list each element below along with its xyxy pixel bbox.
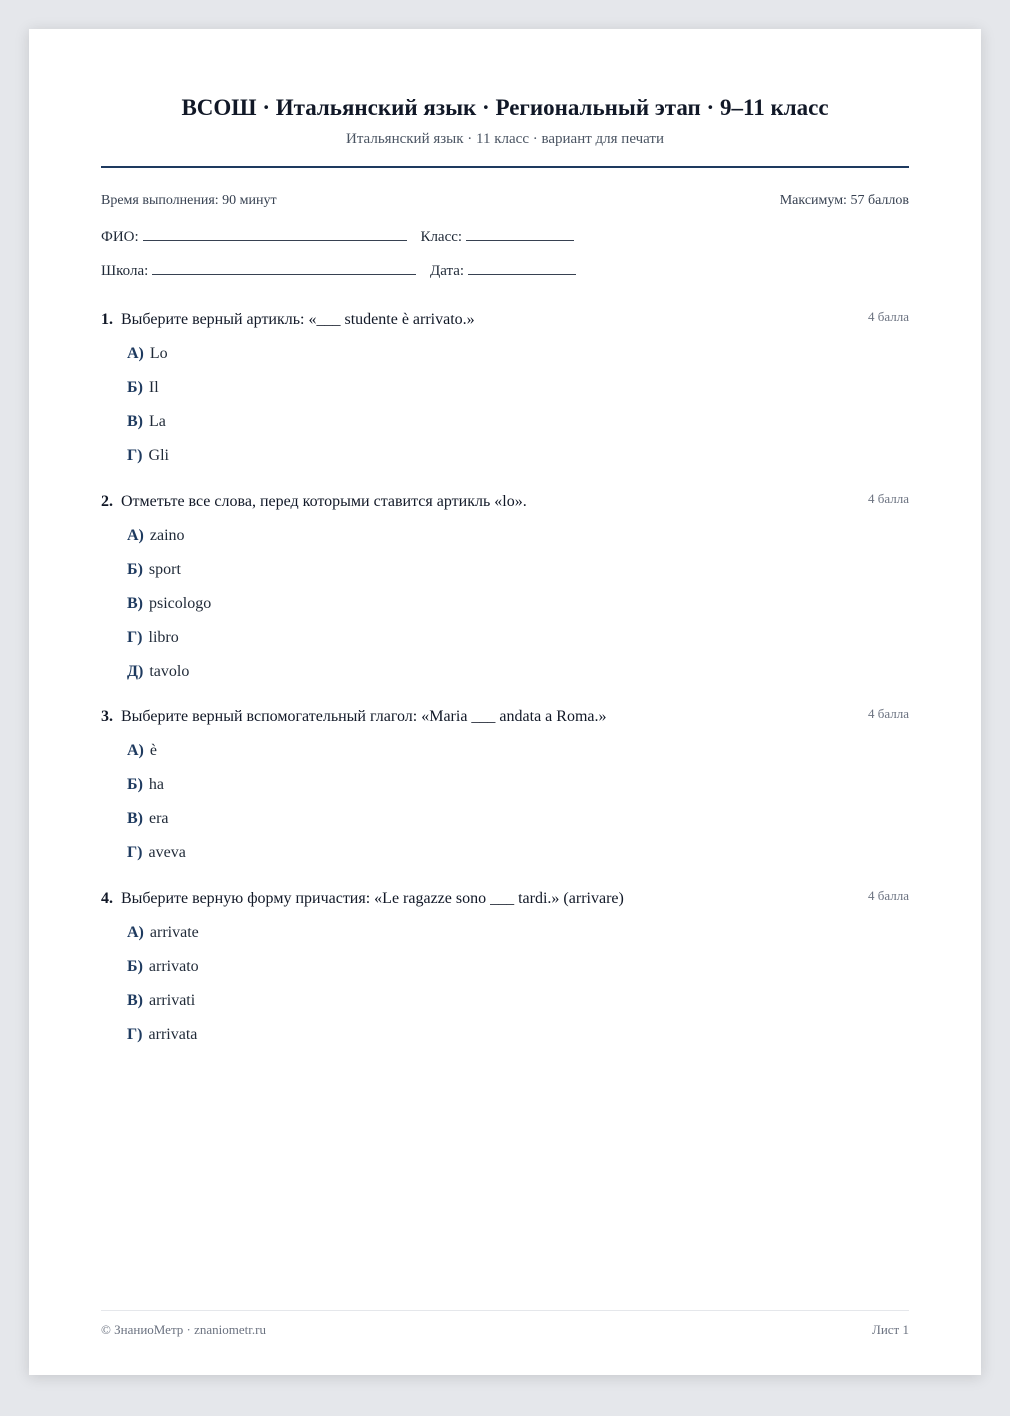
option-letter: В) (127, 992, 143, 1009)
question-text: Отметьте все слова, перед которыми ставится артикль «lo». (121, 493, 527, 510)
option-v[interactable] (127, 992, 909, 1026)
option-letter: Б) (127, 958, 143, 975)
options-list (101, 527, 909, 697)
page-title: ВСОШ · Итальянский язык · Региональный этап · 9–11 класс (181, 95, 829, 120)
school-label: Школа: (101, 263, 149, 279)
option-letter: В) (127, 413, 143, 430)
date-blank-line (468, 259, 576, 275)
question-points: 4 балла (868, 309, 909, 324)
option-text: zaino (149, 527, 185, 544)
option-letter: А) (127, 742, 144, 759)
option-text: arrivata (148, 1026, 198, 1043)
school-date-row (101, 259, 576, 280)
option-letter: Д) (127, 663, 144, 680)
option-b[interactable] (127, 561, 909, 595)
name-class-row (101, 225, 574, 246)
option-letter: А) (127, 345, 144, 362)
option-letter: В) (127, 595, 143, 612)
option-letter: Г) (127, 447, 143, 464)
option-letter: Б) (127, 379, 143, 396)
class-label: Класс: (420, 229, 463, 245)
question-number: 3. (101, 708, 113, 725)
option-text: arrivate (149, 924, 199, 941)
name-label: ФИО: (101, 229, 139, 245)
name-blank-line (143, 225, 407, 241)
question-header (101, 311, 909, 335)
option-d[interactable] (127, 663, 909, 697)
option-text: arrivato (148, 958, 199, 975)
option-b[interactable] (127, 776, 909, 810)
option-text: tavolo (149, 663, 190, 680)
meta-row (101, 193, 909, 209)
question-number: 1. (101, 311, 113, 328)
option-g[interactable] (127, 844, 909, 878)
option-letter: Б) (127, 776, 143, 793)
option-b[interactable] (127, 379, 909, 413)
options-list (101, 924, 909, 1060)
option-text: è (149, 742, 157, 759)
option-letter: Г) (127, 629, 143, 646)
option-a[interactable] (127, 742, 909, 776)
footer-divider (101, 1310, 909, 1311)
option-letter: А) (127, 924, 144, 941)
header-divider (101, 166, 909, 168)
option-text: psicologo (149, 595, 212, 612)
option-v[interactable] (127, 595, 909, 629)
question-points: 4 балла (868, 706, 909, 721)
option-a[interactable] (127, 924, 909, 958)
option-g[interactable] (127, 447, 909, 481)
page-footer (101, 1322, 909, 1338)
option-text: La (149, 413, 166, 430)
max-score: Максимум: 57 баллов (779, 193, 909, 208)
footer-copyright: © ЗнаниоМетр · znaniometr.ru (101, 1322, 266, 1337)
option-text: sport (148, 561, 181, 578)
class-blank-line (466, 225, 574, 241)
option-text: Lo (149, 345, 168, 362)
option-text: arrivati (149, 992, 196, 1009)
option-g[interactable] (127, 1026, 909, 1060)
option-text: aveva (148, 844, 186, 861)
option-g[interactable] (127, 629, 909, 663)
school-blank-line (152, 259, 416, 275)
question-points: 4 балла (868, 491, 909, 506)
question-1 (101, 311, 909, 481)
question-header (101, 493, 909, 517)
time-limit: Время выполнения: 90 минут (101, 193, 277, 208)
sheet-number: Лист 1 (872, 1322, 909, 1337)
option-letter: Г) (127, 1026, 143, 1043)
option-b[interactable] (127, 958, 909, 992)
date-label: Дата: (430, 263, 465, 279)
option-a[interactable] (127, 345, 909, 379)
option-letter: Г) (127, 844, 143, 861)
question-4 (101, 890, 909, 1060)
printable-page (29, 29, 981, 1375)
question-text: Выберите верный артикль: «___ studente è arrivato.» (121, 311, 475, 328)
option-letter: В) (127, 810, 143, 827)
page-content (101, 29, 909, 1375)
option-text: era (149, 810, 169, 827)
question-points: 4 балла (868, 888, 909, 903)
option-a[interactable] (127, 527, 909, 561)
option-letter: А) (127, 527, 144, 544)
question-text: Выберите верную форму причастия: «Le ragazze sono ___ tardi.» (arrivare) (121, 890, 624, 907)
option-text: ha (148, 776, 165, 793)
question-header (101, 708, 909, 732)
option-text: Gli (148, 447, 169, 464)
option-v[interactable] (127, 413, 909, 447)
question-number: 2. (101, 493, 113, 510)
options-list (101, 345, 909, 481)
option-text: libro (148, 629, 179, 646)
question-2 (101, 493, 909, 697)
options-list (101, 742, 909, 878)
question-header (101, 890, 909, 914)
option-text: Il (148, 379, 159, 396)
page-subtitle: Итальянский язык · 11 класс · вариант для печати (345, 131, 665, 147)
question-text: Выберите верный вспомогательный глагол: «Maria ___ andata a Roma.» (121, 708, 607, 725)
option-v[interactable] (127, 810, 909, 844)
question-number: 4. (101, 890, 113, 907)
question-3 (101, 708, 909, 878)
option-letter: Б) (127, 561, 143, 578)
